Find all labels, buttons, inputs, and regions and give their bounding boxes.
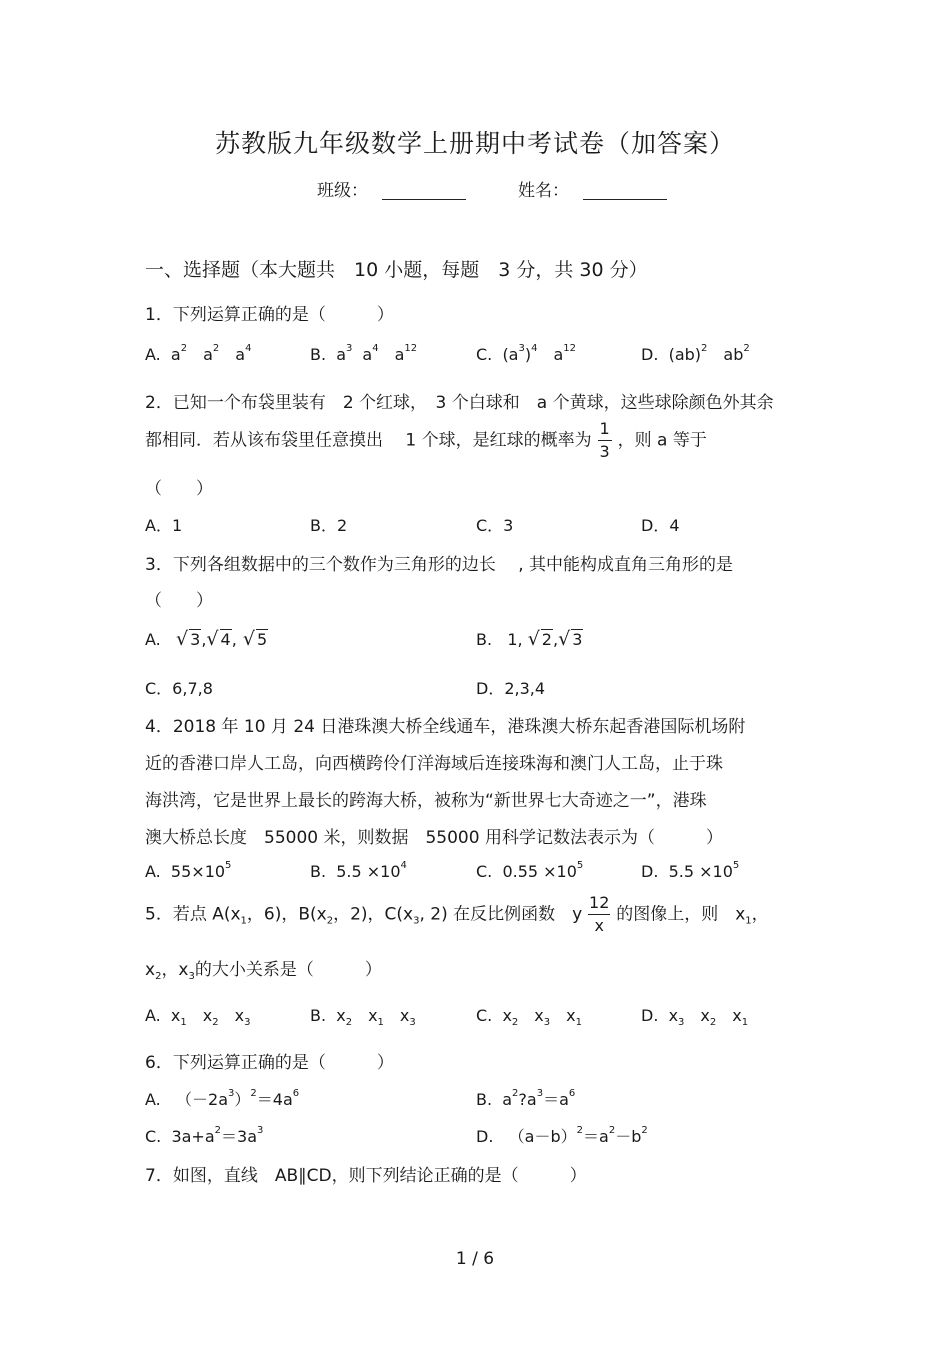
q4-option-a: A. $55\times 10^5$ [145, 860, 232, 881]
q5-line2: $x_2$，$x_3$的大小关系是（ ） [145, 960, 382, 982]
name-field [518, 176, 667, 201]
q5-line1: 5．若点 $A(x_1$，6)，$B(x_2$，2)，$C(x_3$, 2) 在反比例函数 y $\frac{12}{x}$ 的图像上，则 $x_1$， [145, 893, 769, 935]
section-heading: 一、选择题（本大题共 10 小题，每题 3 分，共 30 分） [145, 259, 648, 281]
q3-option-b: B. 1, √ 2,√ 3 [476, 628, 583, 650]
q2-option-b: B．2 [310, 516, 348, 535]
q6-option-a: A. $(-2a^3)^2=4a^6$ [145, 1088, 300, 1109]
q2-option-c: C．3 [476, 516, 514, 535]
q6-option-d: D. $(a-b)^2=a^2-b^2$ [476, 1125, 648, 1146]
page-title: 苏教版九年级数学上册期中考试卷（加答案） [214, 129, 735, 158]
q5-option-a: A. $x_1$ $x_2$ $x_3$ [145, 1006, 251, 1028]
q6-stem: 6．下列运算正确的是（ ） [145, 1053, 394, 1073]
q1-option-a: A. $a^2$ $a^2$ $a^4$ [145, 343, 252, 364]
q4-option-d: D. $5.5 \times 10^5$ [641, 860, 740, 881]
q5-option-c: C. $x_2$ $x_3$ $x_1$ [476, 1006, 582, 1028]
q1-option-c: C. $(a^3)^4$ $a^{12}$ [476, 343, 577, 364]
class-label: 班级： [317, 181, 368, 201]
q6-option-c: C. $3a+a^2=3a^3$ [145, 1125, 264, 1146]
q2-fraction: $\frac{1}{3}$ [599, 419, 610, 461]
class-blank [382, 181, 466, 200]
q1-option-d: D. (ab)$^2$ $ab^2$ [641, 343, 750, 364]
q2-line2: 都相同．若从该布袋里任意摸出 1 个球，是红球的概率为 $\frac{1}{3}$ ，则 a 等于 [145, 419, 707, 461]
q3-option-c: C．6,7,8 [145, 679, 213, 698]
q2-option-d: D．4 [641, 516, 680, 535]
q3-option-a: A. √ 3,√ 4, √ 5 [145, 628, 268, 650]
q4-option-b: B. $5.5 \times 10^4$ [310, 860, 407, 881]
q2-paren: （ ） [145, 479, 213, 499]
q4-option-c: C. $0.55 \times 10^5$ [476, 860, 584, 881]
page-number: 1 / 6 [455, 1249, 495, 1269]
q3-line1: 3．下列各组数据中的三个数作为三角形的边长 , 其中能构成直角三角形的是 [145, 555, 734, 575]
q2-line1: 2．已知一个布袋里装有 2 个红球， 3 个白球和 a 个黄球，这些球除颜色外其余 [145, 393, 774, 413]
q4-line4: 澳大桥总长度 55000 米，则数据 55000 用科学记数法表示为（ ） [145, 828, 723, 848]
q3-paren: （ ） [145, 591, 213, 611]
name-label: 姓名： [518, 181, 569, 201]
q7-stem: 7．如图，直线 AB∥CD，则下列结论正确的是（ ） [145, 1166, 587, 1186]
q5-option-b: B. $x_2$ $x_1$ $x_3$ [310, 1006, 416, 1028]
q1-option-b: B. $a^3$ $a^4$ $a^{12}$ [310, 343, 418, 364]
q5-option-d: D. $x_3$ $x_2$ $x_1$ [641, 1006, 749, 1028]
q3-option-d: D．2,3,4 [476, 679, 546, 698]
q4-line2: 近的香港口岸人工岛，向西横跨伶仃洋海域后连接珠海和澳门人工岛，止于珠 [145, 754, 723, 774]
q4-line3: 海洪湾，它是世界上最长的跨海大桥，被称为“新世界七大奇迹之一”，港珠 [145, 791, 707, 811]
name-blank [583, 181, 667, 200]
q6-option-b: B. $a^2?a^3=a^6$ [476, 1088, 576, 1109]
q2-option-a: A．1 [145, 516, 183, 535]
q4-line1: 4．2018 年 10 月 24 日港珠澳大桥全线通车，港珠澳大桥东起香港国际机场附 [145, 717, 746, 737]
q1-stem: 1．下列运算正确的是（ ） [145, 305, 394, 325]
class-field [317, 176, 466, 201]
q5-fraction: $\frac{12}{x}$ [589, 893, 610, 935]
